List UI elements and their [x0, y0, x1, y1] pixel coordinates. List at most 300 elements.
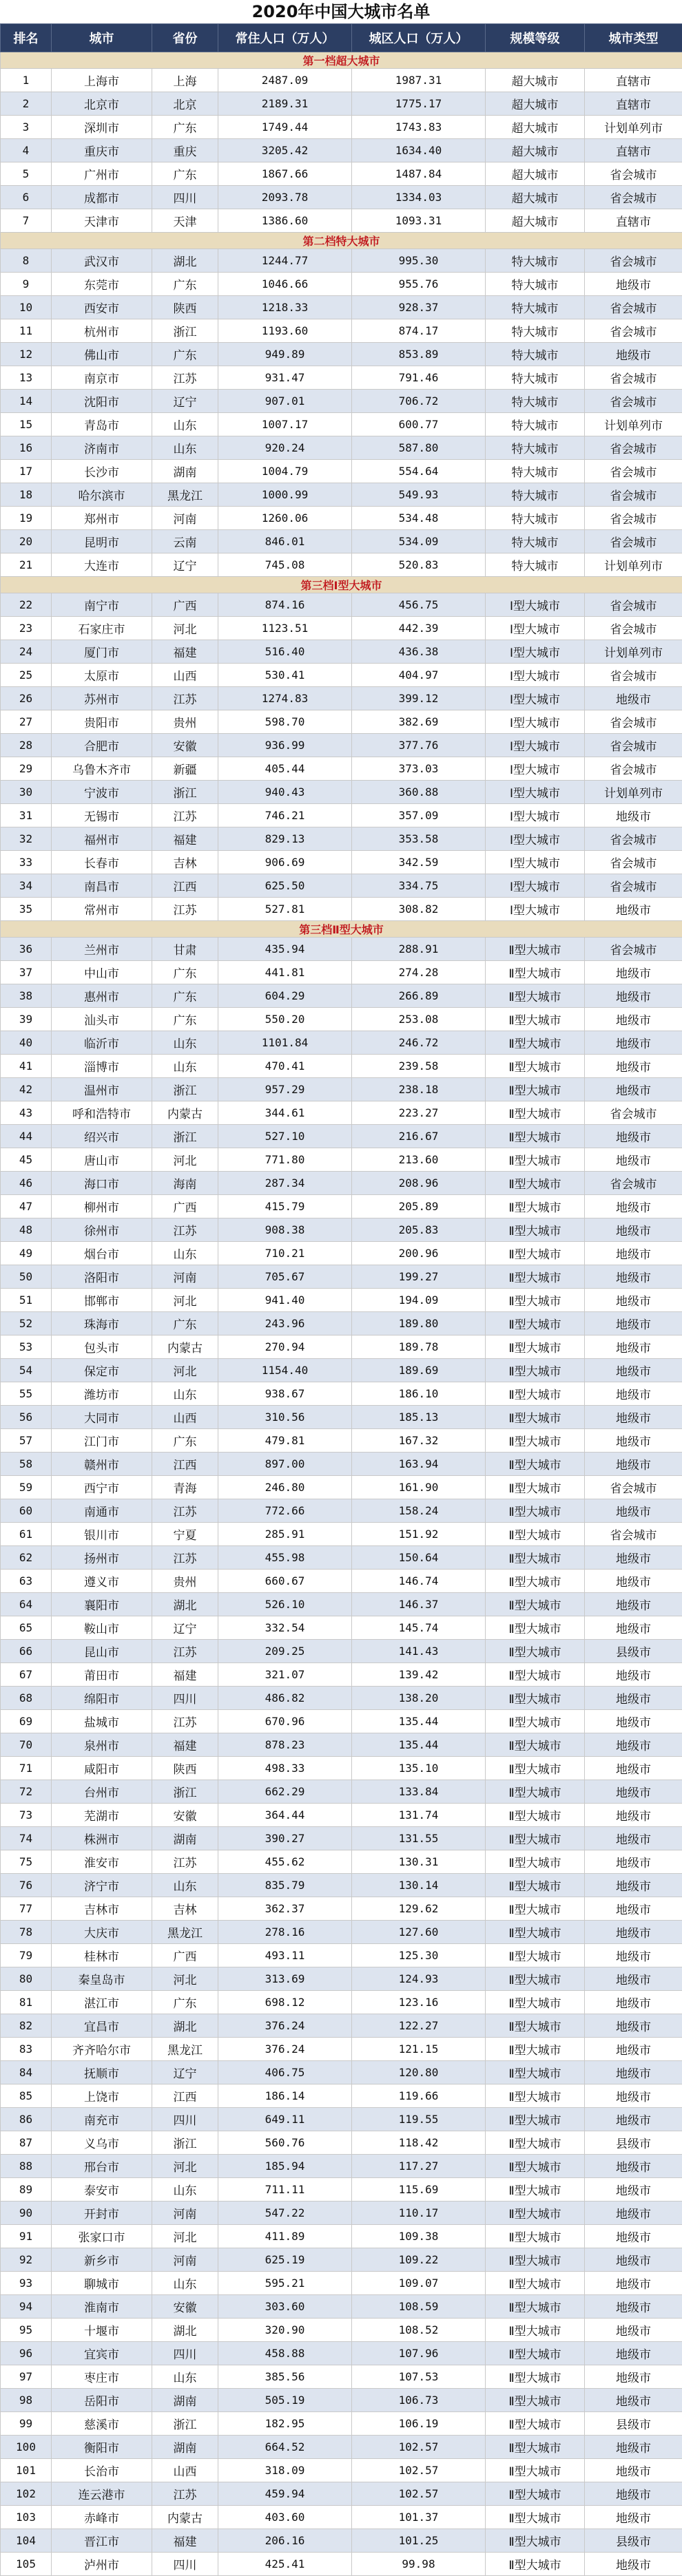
- table-row: [1, 249, 682, 273]
- cell-urban-pop: 186.10: [352, 1382, 486, 1406]
- cell-urban-pop: 127.60: [352, 1921, 486, 1944]
- cell-resident-pop: 1193.60: [218, 319, 352, 343]
- table-row: [1, 319, 682, 343]
- section-header: [1, 577, 682, 593]
- cell-city: 湛江市: [52, 1991, 152, 2014]
- cell-resident-pop: 435.94: [218, 938, 352, 961]
- header-province: 省份: [152, 24, 218, 52]
- cell-scale: Ⅱ型大城市: [486, 1429, 585, 1453]
- cell-province: 江苏: [152, 1640, 218, 1663]
- cell-city: 岳阳市: [52, 2389, 152, 2412]
- cell-rank: 40: [1, 1031, 52, 1055]
- table-row: [1, 1008, 682, 1031]
- cell-urban-pop: 1093.31: [352, 209, 486, 233]
- cell-resident-pop: 1260.06: [218, 507, 352, 530]
- cell-city: 徐州市: [52, 1218, 152, 1242]
- cell-urban-pop: 554.64: [352, 460, 486, 483]
- cell-city: 广州市: [52, 162, 152, 186]
- cell-urban-pop: 118.42: [352, 2131, 486, 2155]
- cell-province: 河北: [152, 2155, 218, 2178]
- cell-resident-pop: 390.27: [218, 1827, 352, 1850]
- table-row: [1, 734, 682, 757]
- cell-city: 赤峰市: [52, 2506, 152, 2529]
- cell-urban-pop: 135.44: [352, 1733, 486, 1757]
- table-row: [1, 1476, 682, 1499]
- cell-scale: Ⅱ型大城市: [486, 1031, 585, 1055]
- cell-city-type: 省会城市: [585, 1101, 682, 1125]
- cell-province: 湖南: [152, 2389, 218, 2412]
- cell-rank: 75: [1, 1850, 52, 1874]
- cell-rank: 95: [1, 2319, 52, 2342]
- cell-city-type: 地级市: [585, 1991, 682, 2014]
- cell-rank: 89: [1, 2178, 52, 2202]
- cell-city-type: 地级市: [585, 2342, 682, 2365]
- cell-province: 福建: [152, 2529, 218, 2553]
- cell-province: 福建: [152, 1663, 218, 1687]
- cell-province: 山东: [152, 2272, 218, 2295]
- cell-city-type: 省会城市: [585, 757, 682, 781]
- cell-urban-pop: 133.84: [352, 1780, 486, 1804]
- cell-urban-pop: 534.09: [352, 530, 486, 553]
- cell-resident-pop: 403.60: [218, 2506, 352, 2529]
- cell-rank: 77: [1, 1897, 52, 1921]
- cell-rank: 39: [1, 1008, 52, 1031]
- cell-city: 上饶市: [52, 2084, 152, 2108]
- table-row: [1, 2155, 682, 2178]
- table-row: [1, 1523, 682, 1546]
- table-row: [1, 2295, 682, 2319]
- cell-resident-pop: 771.80: [218, 1148, 352, 1172]
- cell-city: 淮南市: [52, 2295, 152, 2319]
- cell-resident-pop: 344.61: [218, 1101, 352, 1125]
- cell-resident-pop: 625.50: [218, 874, 352, 898]
- cell-urban-pop: 158.24: [352, 1499, 486, 1523]
- cell-city: 襄阳市: [52, 1593, 152, 1616]
- cell-province: 湖北: [152, 1593, 218, 1616]
- cell-scale: 特大城市: [486, 390, 585, 413]
- cell-scale: 超大城市: [486, 69, 585, 92]
- table-row: [1, 1546, 682, 1570]
- cell-scale: Ⅱ型大城市: [486, 2482, 585, 2506]
- table-row: [1, 1031, 682, 1055]
- cell-resident-pop: 362.37: [218, 1897, 352, 1921]
- cell-city: 南宁市: [52, 593, 152, 617]
- cell-urban-pop: 115.69: [352, 2178, 486, 2202]
- table-row: [1, 2506, 682, 2529]
- cell-resident-pop: 931.47: [218, 366, 352, 390]
- cell-scale: 超大城市: [486, 92, 585, 116]
- cell-city-type: 地级市: [585, 1242, 682, 1265]
- cell-rank: 62: [1, 1546, 52, 1570]
- cell-resident-pop: 940.43: [218, 781, 352, 804]
- cell-rank: 86: [1, 2108, 52, 2131]
- cell-rank: 9: [1, 273, 52, 296]
- cell-city: 慈溪市: [52, 2412, 152, 2436]
- cell-city-type: 省会城市: [585, 874, 682, 898]
- cell-city-type: 地级市: [585, 1874, 682, 1897]
- cell-resident-pop: 906.69: [218, 851, 352, 874]
- cell-rank: 16: [1, 436, 52, 460]
- table-row: [1, 2529, 682, 2553]
- cell-urban-pop: 223.27: [352, 1101, 486, 1125]
- cell-rank: 105: [1, 2553, 52, 2576]
- cell-resident-pop: 303.60: [218, 2295, 352, 2319]
- cell-city-type: 地级市: [585, 1616, 682, 1640]
- cell-rank: 50: [1, 1265, 52, 1289]
- table-row: [1, 2014, 682, 2038]
- cell-province: 河北: [152, 1967, 218, 1991]
- cell-urban-pop: 199.27: [352, 1265, 486, 1289]
- cell-resident-pop: 516.40: [218, 640, 352, 664]
- cell-city-type: 地级市: [585, 1944, 682, 1967]
- cell-province: 江苏: [152, 1850, 218, 1874]
- cell-scale: 超大城市: [486, 139, 585, 162]
- section-label: 第三档Ⅰ型大城市: [1, 577, 682, 593]
- cell-resident-pop: 941.40: [218, 1289, 352, 1312]
- cell-city: 银川市: [52, 1523, 152, 1546]
- cell-city-type: 地级市: [585, 1757, 682, 1780]
- cell-resident-pop: 498.33: [218, 1757, 352, 1780]
- cell-scale: Ⅱ型大城市: [486, 1570, 585, 1593]
- cell-resident-pop: 550.20: [218, 1008, 352, 1031]
- cell-province: 福建: [152, 827, 218, 851]
- cell-resident-pop: 209.25: [218, 1640, 352, 1663]
- cell-scale: Ⅱ型大城市: [486, 984, 585, 1008]
- table-row: [1, 664, 682, 687]
- section-header: [1, 52, 682, 69]
- cell-resident-pop: 405.44: [218, 757, 352, 781]
- cell-city: 大庆市: [52, 1921, 152, 1944]
- cell-city: 大同市: [52, 1406, 152, 1429]
- cell-rank: 85: [1, 2084, 52, 2108]
- cell-city: 厦门市: [52, 640, 152, 664]
- cell-city: 秦皇岛市: [52, 1967, 152, 1991]
- cell-city-type: 省会城市: [585, 483, 682, 507]
- cell-resident-pop: 1000.99: [218, 483, 352, 507]
- cell-province: 湖南: [152, 1827, 218, 1850]
- cell-scale: Ⅱ型大城市: [486, 2506, 585, 2529]
- table-row: [1, 1265, 682, 1289]
- section-header: [1, 921, 682, 938]
- cell-city: 昆明市: [52, 530, 152, 553]
- cell-resident-pop: 321.07: [218, 1663, 352, 1687]
- cell-city: 昆山市: [52, 1640, 152, 1663]
- table-row: [1, 1101, 682, 1125]
- cell-province: 辽宁: [152, 1616, 218, 1640]
- cell-scale: Ⅱ型大城市: [486, 1125, 585, 1148]
- cell-scale: 超大城市: [486, 116, 585, 139]
- cell-resident-pop: 320.90: [218, 2319, 352, 2342]
- cell-province: 山东: [152, 436, 218, 460]
- cell-city-type: 地级市: [585, 2459, 682, 2482]
- cell-scale: Ⅱ型大城市: [486, 1967, 585, 1991]
- table-row: [1, 69, 682, 92]
- cell-city-type: 地级市: [585, 273, 682, 296]
- cell-resident-pop: 278.16: [218, 1921, 352, 1944]
- cell-city-type: 地级市: [585, 1031, 682, 1055]
- table-row: [1, 640, 682, 664]
- cell-urban-pop: 108.59: [352, 2295, 486, 2319]
- cell-city-type: 省会城市: [585, 664, 682, 687]
- cell-province: 内蒙古: [152, 2506, 218, 2529]
- cell-resident-pop: 3205.42: [218, 139, 352, 162]
- cell-province: 河北: [152, 2225, 218, 2248]
- cell-scale: Ⅱ型大城市: [486, 1733, 585, 1757]
- cell-resident-pop: 949.89: [218, 343, 352, 366]
- cell-urban-pop: 205.83: [352, 1218, 486, 1242]
- cell-city-type: 地级市: [585, 2202, 682, 2225]
- cell-city-type: 直辖市: [585, 92, 682, 116]
- cell-resident-pop: 455.62: [218, 1850, 352, 1874]
- cell-rank: 91: [1, 2225, 52, 2248]
- cell-city-type: 地级市: [585, 1921, 682, 1944]
- cell-scale: Ⅱ型大城市: [486, 1312, 585, 1335]
- table-row: [1, 1312, 682, 1335]
- cell-province: 浙江: [152, 1078, 218, 1101]
- cell-urban-pop: 117.27: [352, 2155, 486, 2178]
- cell-scale: Ⅱ型大城市: [486, 1640, 585, 1663]
- cell-city-type: 省会城市: [585, 186, 682, 209]
- table-row: [1, 961, 682, 984]
- cell-resident-pop: 493.11: [218, 1944, 352, 1967]
- cell-province: 山西: [152, 2459, 218, 2482]
- cell-province: 四川: [152, 2342, 218, 2365]
- cell-rank: 31: [1, 804, 52, 827]
- table-row: [1, 2482, 682, 2506]
- cell-urban-pop: 216.67: [352, 1125, 486, 1148]
- cell-resident-pop: 1274.83: [218, 687, 352, 710]
- cell-urban-pop: 189.80: [352, 1312, 486, 1335]
- cell-city: 南通市: [52, 1499, 152, 1523]
- cell-resident-pop: 1749.44: [218, 116, 352, 139]
- cell-rank: 74: [1, 1827, 52, 1850]
- cell-resident-pop: 441.81: [218, 961, 352, 984]
- cell-urban-pop: 549.93: [352, 483, 486, 507]
- cell-scale: Ⅰ型大城市: [486, 827, 585, 851]
- table-row: [1, 2342, 682, 2365]
- cell-city: 聊城市: [52, 2272, 152, 2295]
- table-row: [1, 874, 682, 898]
- cell-city-type: 县级市: [585, 1640, 682, 1663]
- cell-city-type: 省会城市: [585, 460, 682, 483]
- cell-city: 柳州市: [52, 1195, 152, 1218]
- cell-resident-pop: 908.38: [218, 1218, 352, 1242]
- cell-scale: Ⅱ型大城市: [486, 1078, 585, 1101]
- cell-rank: 61: [1, 1523, 52, 1546]
- cell-scale: Ⅱ型大城市: [486, 2272, 585, 2295]
- cell-urban-pop: 101.37: [352, 2506, 486, 2529]
- cell-city-type: 省会城市: [585, 851, 682, 874]
- cell-city: 长沙市: [52, 460, 152, 483]
- cell-province: 山西: [152, 1406, 218, 1429]
- cell-scale: Ⅱ型大城市: [486, 1874, 585, 1897]
- cell-resident-pop: 660.67: [218, 1570, 352, 1593]
- cell-resident-pop: 505.19: [218, 2389, 352, 2412]
- cell-resident-pop: 332.54: [218, 1616, 352, 1640]
- cell-resident-pop: 878.23: [218, 1733, 352, 1757]
- table-row: [1, 2248, 682, 2272]
- cell-city-type: 地级市: [585, 1148, 682, 1172]
- section-label: 第二档特大城市: [1, 233, 682, 249]
- table-row: [1, 1359, 682, 1382]
- cell-city-type: 计划单列市: [585, 413, 682, 436]
- cell-city-type: 省会城市: [585, 617, 682, 640]
- header-city-type: 城市类型: [585, 24, 682, 52]
- cell-city: 海口市: [52, 1172, 152, 1195]
- cell-city: 临沂市: [52, 1031, 152, 1055]
- cell-province: 浙江: [152, 781, 218, 804]
- cell-province: 重庆: [152, 139, 218, 162]
- cell-urban-pop: 266.89: [352, 984, 486, 1008]
- cell-resident-pop: 595.21: [218, 2272, 352, 2295]
- cell-rank: 38: [1, 984, 52, 1008]
- table-row: [1, 1663, 682, 1687]
- cell-province: 山东: [152, 2365, 218, 2389]
- cell-scale: Ⅰ型大城市: [486, 640, 585, 664]
- cell-city: 保定市: [52, 1359, 152, 1382]
- cell-rank: 66: [1, 1640, 52, 1663]
- cell-province: 河南: [152, 507, 218, 530]
- cell-rank: 25: [1, 664, 52, 687]
- cell-city-type: 地级市: [585, 1499, 682, 1523]
- table-row: [1, 1991, 682, 2014]
- cell-rank: 70: [1, 1733, 52, 1757]
- cell-scale: Ⅱ型大城市: [486, 961, 585, 984]
- cell-urban-pop: 145.74: [352, 1616, 486, 1640]
- cell-scale: Ⅱ型大城市: [486, 1218, 585, 1242]
- cell-rank: 27: [1, 710, 52, 734]
- cell-resident-pop: 479.81: [218, 1429, 352, 1453]
- table-row: [1, 1125, 682, 1148]
- cell-urban-pop: 194.09: [352, 1289, 486, 1312]
- cell-resident-pop: 1123.51: [218, 617, 352, 640]
- cell-rank: 71: [1, 1757, 52, 1780]
- cell-province: 上海: [152, 69, 218, 92]
- cell-city-type: 省会城市: [585, 366, 682, 390]
- cell-city-type: 省会城市: [585, 530, 682, 553]
- cell-city-type: 地级市: [585, 2014, 682, 2038]
- cell-city: 赣州市: [52, 1453, 152, 1476]
- cell-resident-pop: 746.21: [218, 804, 352, 827]
- cell-rank: 20: [1, 530, 52, 553]
- cell-urban-pop: 109.38: [352, 2225, 486, 2248]
- cell-rank: 29: [1, 757, 52, 781]
- cell-resident-pop: 186.14: [218, 2084, 352, 2108]
- cell-province: 安徽: [152, 2295, 218, 2319]
- cell-resident-pop: 385.56: [218, 2365, 352, 2389]
- cell-urban-pop: 239.58: [352, 1055, 486, 1078]
- cell-city-type: 地级市: [585, 1359, 682, 1382]
- cell-scale: Ⅰ型大城市: [486, 710, 585, 734]
- cell-city-type: 省会城市: [585, 436, 682, 460]
- cell-city: 绍兴市: [52, 1125, 152, 1148]
- cell-rank: 65: [1, 1616, 52, 1640]
- page-title: 2020年中国大城市名单: [0, 0, 682, 23]
- cell-province: 宁夏: [152, 1523, 218, 1546]
- cell-urban-pop: 377.76: [352, 734, 486, 757]
- cell-city-type: 地级市: [585, 1710, 682, 1733]
- cell-city: 西宁市: [52, 1476, 152, 1499]
- cell-resident-pop: 938.67: [218, 1382, 352, 1406]
- cell-city-type: 地级市: [585, 2248, 682, 2272]
- table-row: [1, 1967, 682, 1991]
- cell-city-type: 地级市: [585, 1078, 682, 1101]
- section-label: 第三档Ⅱ型大城市: [1, 921, 682, 938]
- cell-city: 惠州市: [52, 984, 152, 1008]
- cell-scale: 特大城市: [486, 507, 585, 530]
- cell-city: 宜昌市: [52, 2014, 152, 2038]
- cell-scale: Ⅱ型大城市: [486, 2389, 585, 2412]
- cell-province: 陕西: [152, 296, 218, 319]
- table-row: [1, 1055, 682, 1078]
- table-row: [1, 2131, 682, 2155]
- cell-scale: Ⅱ型大城市: [486, 1850, 585, 1874]
- cell-scale: 特大城市: [486, 460, 585, 483]
- cell-scale: Ⅱ型大城市: [486, 1453, 585, 1476]
- cell-urban-pop: 130.31: [352, 1850, 486, 1874]
- cell-urban-pop: 995.30: [352, 249, 486, 273]
- cell-urban-pop: 102.57: [352, 2482, 486, 2506]
- cell-resident-pop: 527.81: [218, 898, 352, 921]
- cell-scale: Ⅱ型大城市: [486, 1172, 585, 1195]
- cell-province: 河北: [152, 617, 218, 640]
- cell-city: 包头市: [52, 1335, 152, 1359]
- cell-city-type: 省会城市: [585, 827, 682, 851]
- cell-city: 乌鲁木齐市: [52, 757, 152, 781]
- cell-urban-pop: 200.96: [352, 1242, 486, 1265]
- cell-province: 辽宁: [152, 553, 218, 577]
- cell-rank: 28: [1, 734, 52, 757]
- cell-scale: Ⅱ型大城市: [486, 1921, 585, 1944]
- cell-province: 江苏: [152, 1546, 218, 1570]
- cell-province: 江苏: [152, 687, 218, 710]
- cell-province: 黑龙江: [152, 1921, 218, 1944]
- cell-urban-pop: 955.76: [352, 273, 486, 296]
- city-table: [0, 23, 682, 2576]
- cell-province: 四川: [152, 2553, 218, 2576]
- cell-urban-pop: 119.55: [352, 2108, 486, 2131]
- cell-urban-pop: 334.75: [352, 874, 486, 898]
- cell-resident-pop: 364.44: [218, 1804, 352, 1827]
- cell-city: 石家庄市: [52, 617, 152, 640]
- cell-province: 广东: [152, 1991, 218, 2014]
- cell-urban-pop: 101.25: [352, 2529, 486, 2553]
- cell-rank: 100: [1, 2436, 52, 2459]
- table-row: [1, 162, 682, 186]
- cell-scale: Ⅱ型大城市: [486, 1476, 585, 1499]
- cell-city: 烟台市: [52, 1242, 152, 1265]
- cell-city-type: 地级市: [585, 2272, 682, 2295]
- cell-resident-pop: 243.96: [218, 1312, 352, 1335]
- table-row: [1, 1429, 682, 1453]
- cell-urban-pop: 213.60: [352, 1148, 486, 1172]
- table-row: [1, 617, 682, 640]
- cell-city-type: 省会城市: [585, 390, 682, 413]
- cell-province: 江苏: [152, 1218, 218, 1242]
- cell-city-type: 地级市: [585, 2084, 682, 2108]
- cell-city-type: 地级市: [585, 1382, 682, 1406]
- cell-urban-pop: 534.48: [352, 507, 486, 530]
- cell-rank: 13: [1, 366, 52, 390]
- cell-resident-pop: 313.69: [218, 1967, 352, 1991]
- table-row: [1, 2319, 682, 2342]
- cell-resident-pop: 649.11: [218, 2108, 352, 2131]
- cell-urban-pop: 161.90: [352, 1476, 486, 1499]
- table-row: [1, 460, 682, 483]
- header-urban-pop: 城区人口（万人）: [352, 24, 486, 52]
- table-row: [1, 2225, 682, 2248]
- cell-province: 湖北: [152, 2014, 218, 2038]
